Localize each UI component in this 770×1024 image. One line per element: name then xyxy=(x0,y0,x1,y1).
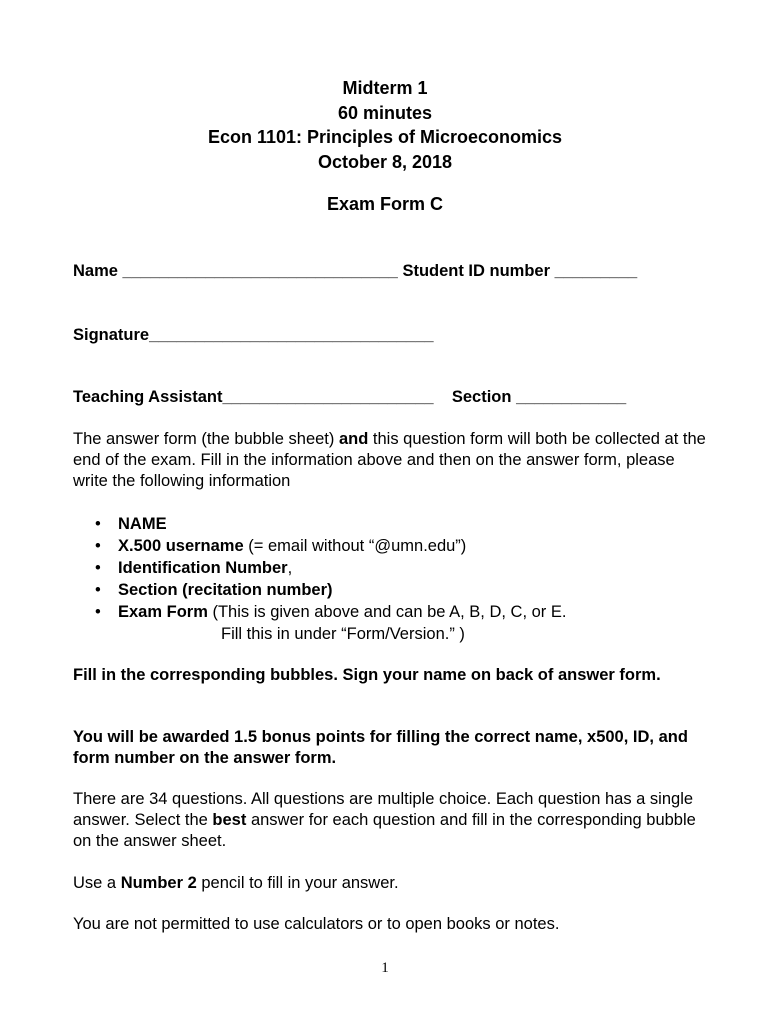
bullet-text-bold: X.500 username xyxy=(118,537,244,555)
questions-text-1: There are 34 questions. All questions are multiple choice. Each question has a single answer. Select the xyxy=(73,790,694,829)
course-title: Econ 1101: Principles of Microeconomics xyxy=(207,127,563,147)
questions-text-2: answer for each question and fill in the corresponding bubble on the answer sheet. xyxy=(73,811,696,850)
exam-duration: 60 minutes xyxy=(337,102,433,123)
bullet-dot-icon: • xyxy=(95,603,101,621)
bullet-text: (This is given above and can be A, B, D, C, or E. xyxy=(207,603,567,621)
bullet-text: NAME xyxy=(118,515,167,533)
bullet-text-bold: Identification Number xyxy=(118,559,288,577)
bullet-dot-icon: • xyxy=(95,515,101,533)
questions-best: best xyxy=(212,811,247,829)
bullet-text-bold: Exam Form xyxy=(118,603,208,621)
bullet-dot-icon: • xyxy=(95,581,101,599)
signature-line xyxy=(73,326,434,345)
exam-header xyxy=(0,76,770,174)
name-blank: ______________________________ xyxy=(122,262,398,280)
bullet-dot-icon: • xyxy=(95,537,101,555)
name-line xyxy=(73,262,637,281)
bullet-text: Section (recitation number) xyxy=(118,581,333,599)
bullet-text: , xyxy=(287,559,293,577)
bullet-exam-form-continued xyxy=(73,623,566,645)
page-number: 1 xyxy=(381,960,389,976)
signature-blank: _______________________________ xyxy=(149,326,434,344)
bullet-id-number xyxy=(73,557,566,579)
signature-label: Signature xyxy=(73,326,150,344)
pencil-text-1: Use a xyxy=(73,874,121,892)
bullet-exam-form xyxy=(73,601,566,623)
questions-instruction xyxy=(73,789,713,852)
intro-paragraph xyxy=(73,429,713,492)
student-id-blank: _________ xyxy=(554,262,638,280)
intro-text-2: this question form will both be collected at the end of the exam. Fill in the information above and then on the answer form, please write the following information xyxy=(73,430,706,490)
intro-and: and xyxy=(338,430,369,448)
student-id-label: Student ID number xyxy=(402,262,551,280)
bullet-x500 xyxy=(73,535,566,557)
bullet-section xyxy=(73,579,566,601)
exam-title: Midterm 1 xyxy=(342,78,428,98)
no-calculators-instruction: You are not permitted to use calculators or to open books or notes. xyxy=(73,915,560,933)
ta-label: Teaching Assistant xyxy=(73,388,223,406)
bonus-points-instruction: You will be awarded 1.5 bonus points for filling the correct name, x500, ID, and form number on the answer form. xyxy=(73,728,688,767)
exam-date: October 8, 2018 xyxy=(317,151,453,172)
intro-text-1: The answer form (the bubble sheet) xyxy=(73,430,339,448)
bullet-name xyxy=(73,513,566,535)
ta-line xyxy=(73,388,626,407)
ta-blank: _______________________ xyxy=(222,388,434,406)
pencil-number: Number 2 xyxy=(120,874,197,892)
section-label: Section xyxy=(451,388,512,406)
bullet-text: (= email without “@umn.edu”) xyxy=(243,537,467,555)
info-bullet-list xyxy=(73,513,566,645)
section-blank: ____________ xyxy=(516,388,627,406)
pencil-instruction xyxy=(73,873,713,894)
exam-form-label: Exam Form C xyxy=(326,194,444,214)
name-label: Name xyxy=(73,262,118,280)
bullet-dot-icon: • xyxy=(95,559,101,577)
pencil-text-2: pencil to fill in your answer. xyxy=(196,874,399,892)
bullet-continuation-text: Fill this in under “Form/Version.” ) xyxy=(221,625,465,643)
fill-bubbles-instruction: Fill in the corresponding bubbles. Sign your name on back of answer form. xyxy=(73,666,661,684)
